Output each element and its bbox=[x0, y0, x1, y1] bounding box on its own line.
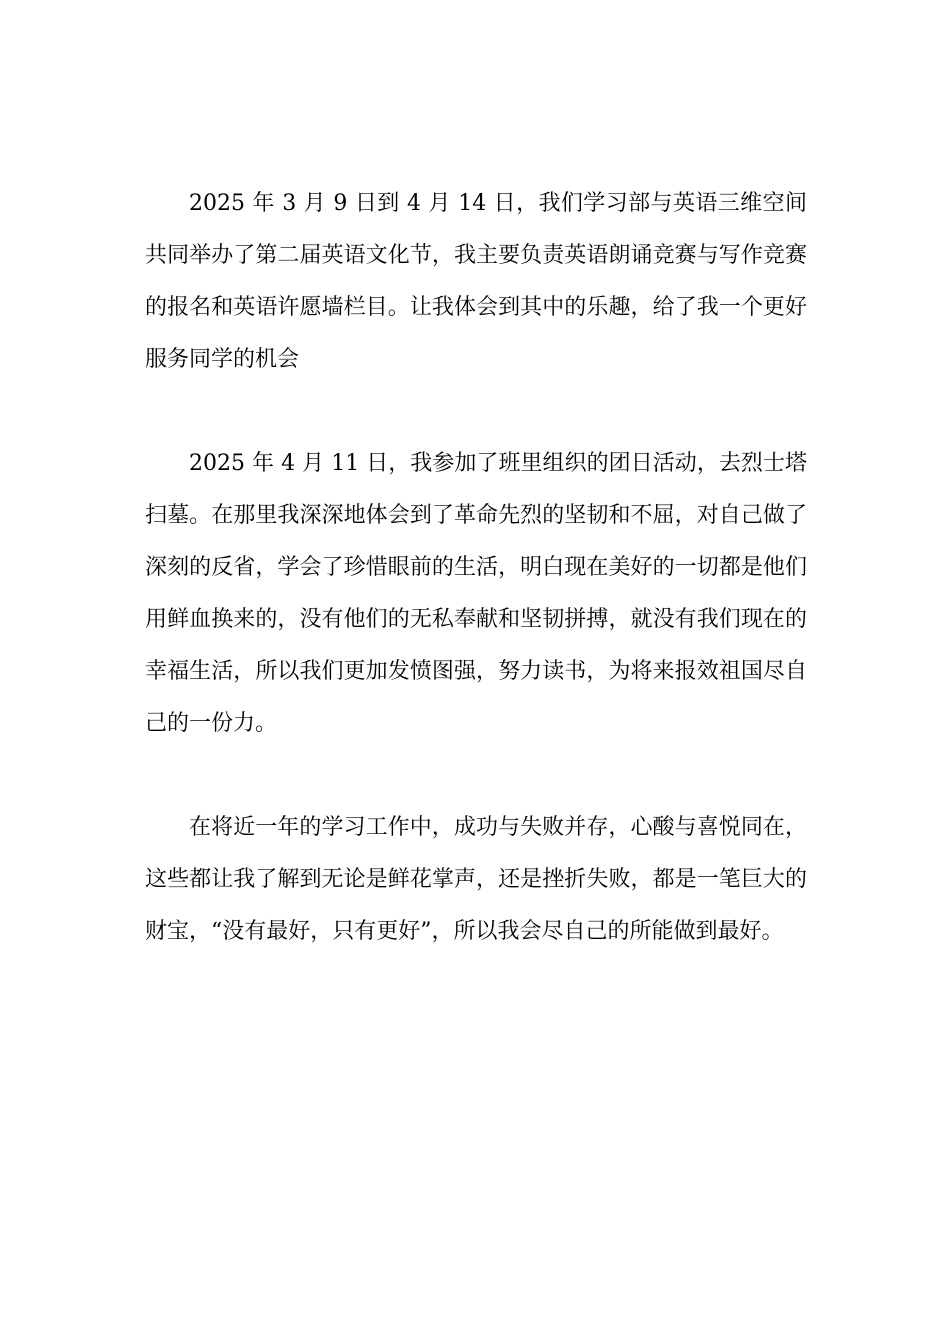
document-page bbox=[145, 178, 807, 958]
paragraph-league-activity: 2025 年 4 月 11 日，我参加了班里组织的团日活动，去烈士塔扫墓。在那里我深深地体会到了革命先烈的坚韧和不屈，对自己做了深刻的反省，学会了珍惜眼前的生活，明白现在美好的一切都是他们用鲜血换来的，没有他们的无私奉献和坚韧拼搏，就没有我们现在的幸福生活，所以我们更加发愤图强，努力读书，为将来报效祖国尽自己的一份力。 bbox=[145, 451, 807, 736]
paragraph-english-festival: 2025 年 3 月 9 日到 4 月 14 日，我们学习部与英语三维空间共同举办了第二届英语文化节，我主要负责英语朗诵竞赛与写作竞赛的报名和英语许愿墙栏目。让我体会到其中的乐趣，给了我一个更好服务同学的机会 bbox=[145, 191, 807, 372]
paragraph-spacer bbox=[145, 750, 807, 802]
paragraph-year-summary: 在将近一年的学习工作中，成功与失败并存，心酸与喜悦同在，这些都让我了解到无论是鲜花掌声，还是挫折失败，都是一笔巨大的财宝，“没有最好，只有更好”，所以我会尽自己的所能做到最好。 bbox=[145, 815, 807, 944]
paragraph-spacer bbox=[145, 386, 807, 438]
